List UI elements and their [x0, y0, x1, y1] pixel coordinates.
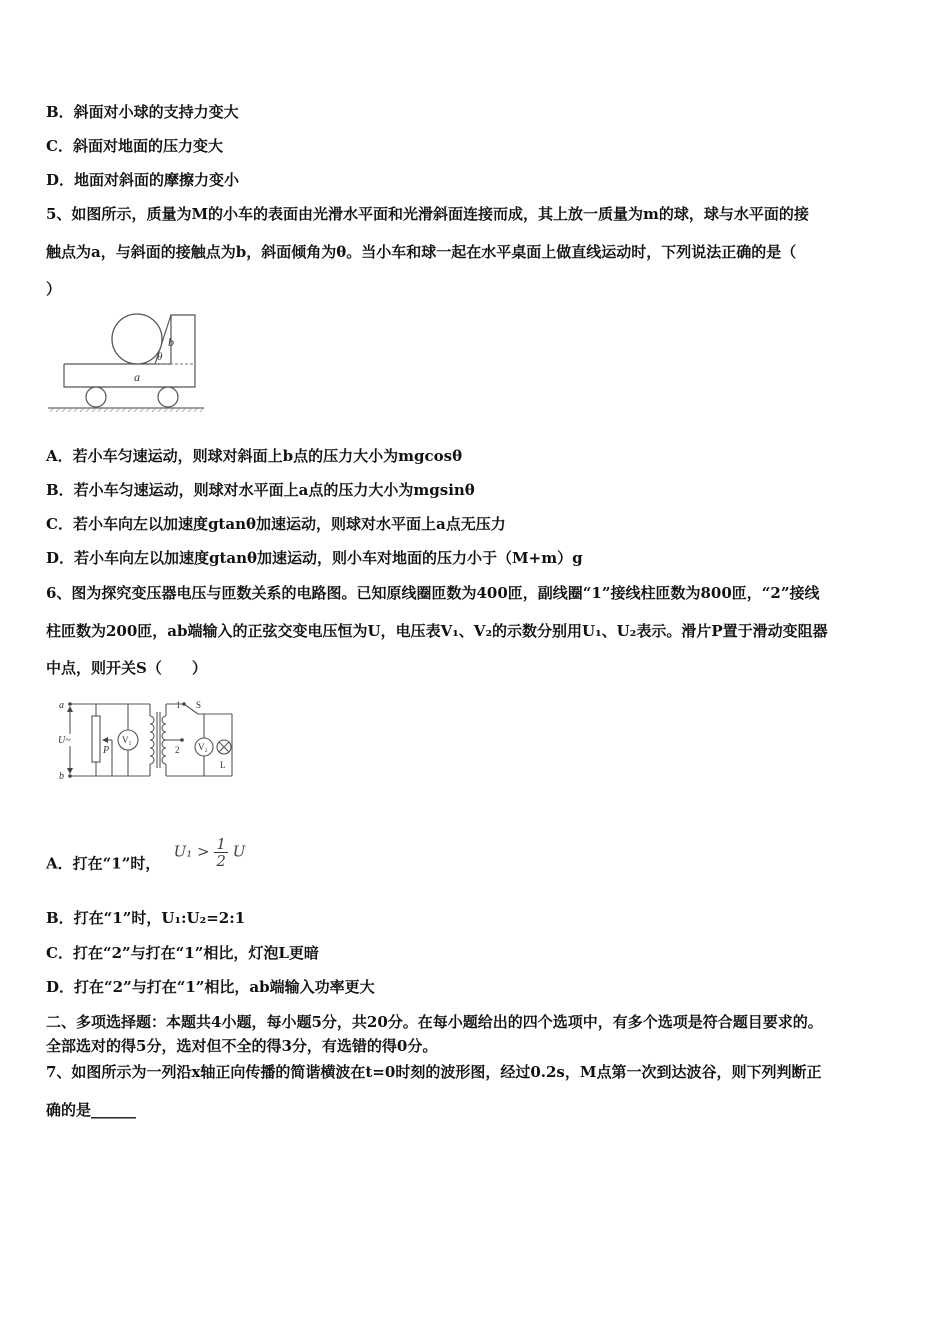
q6-option-a	[46, 835, 246, 881]
section-2-line2: 全部选对的得5分，选对但不全的得3分，有选错的得0分。	[46, 1037, 438, 1055]
q5-option-a: A．若小车匀速运动，则球对斜面上b点的压力大小为mgcosθ	[46, 447, 463, 465]
formula-lhs: U₁ >	[173, 842, 210, 861]
transformer-circuit-diagram	[56, 698, 246, 782]
terminal-b: b	[59, 771, 64, 782]
q5-option-c: C．若小车向左以加速度gtanθ加速运动，则球对水平面上a点无压力	[46, 515, 506, 533]
q5-stem-line2: 触点为a，与斜面的接触点为b，斜面倾角为θ。当小车和球一起在水平桌面上做直线运动时，下列说法正确的是（	[46, 243, 797, 261]
q4-option-d: D．地面对斜面的摩擦力变小	[46, 171, 240, 189]
q6-stem-line3: 中点，则开关S（ ）	[46, 659, 207, 677]
label-p: P	[103, 745, 110, 756]
q6-option-a-text: A．打在“1”时，	[46, 854, 161, 873]
q5-stem-line1: 5、如图所示，质量为M的小车的表面由光滑水平面和光滑斜面连接而成，其上放一质量为m的球，球与水平面的接	[46, 205, 809, 223]
formula-fraction	[214, 836, 228, 869]
q6-option-d: D．打在“2”与打在“1”相比，ab端输入功率更大	[46, 978, 375, 996]
formula-numerator: 1	[216, 835, 226, 853]
label-v2: V₂	[198, 742, 208, 752]
label-a: a	[134, 370, 140, 384]
q6-option-c: C．打在“2”与打在“1”相比，灯泡L更暗	[46, 944, 319, 962]
label-b: b	[168, 335, 174, 349]
q6-stem-line1: 6、图为探究变压器电压与匝数关系的电路图。已知原线圈匝数为400匝，副线圈“1”接线柱匝数为800匝，“2”接线	[46, 584, 820, 602]
q7-stem-line2: 确的是______	[46, 1101, 137, 1119]
label-2: 2	[175, 745, 180, 755]
q6-option-a-formula	[174, 836, 246, 869]
q6-option-b: B．打在“1”时，U₁:U₂=2:1	[46, 909, 246, 927]
secondary-coil	[162, 716, 166, 764]
q4-option-c: C．斜面对地面的压力变大	[46, 137, 223, 155]
label-l: L	[220, 760, 226, 770]
cart-wheel-right	[158, 387, 178, 407]
q5-stem-line3: ）	[46, 280, 62, 298]
terminal-a: a	[59, 700, 64, 711]
cart-ball-diagram	[44, 308, 214, 416]
label-u: U~	[58, 735, 71, 746]
section-2-line1: 二、多项选择题：本题共4小题，每小题5分，共20分。在每小题给出的四个选项中，有多个选项是符合题目要求的。	[46, 1013, 823, 1031]
ball	[112, 314, 162, 364]
rheostat	[92, 716, 100, 762]
q5-option-d: D．若小车向左以加速度gtanθ加速运动，则小车对地面的压力小于（M+m）g	[46, 549, 583, 567]
label-1: 1	[176, 700, 181, 710]
q4-option-b: B．斜面对小球的支持力变大	[46, 103, 239, 121]
formula-rhs: U	[232, 842, 246, 861]
label-v1: V₁	[122, 735, 132, 745]
formula-denominator: 2	[216, 852, 226, 870]
q7-stem-line1: 7、如图所示为一列沿x轴正向传播的简谐横波在t=0时刻的波形图，经过0.2s，M点第一次到达波谷，则下列判断正	[46, 1063, 822, 1081]
primary-coil	[150, 716, 154, 764]
cart-wheel-left	[86, 387, 106, 407]
label-theta: θ	[157, 351, 163, 363]
q5-option-b: B．若小车匀速运动，则球对水平面上a点的压力大小为mgsinθ	[46, 481, 475, 499]
q6-stem-line2: 柱匝数为200匝，ab端输入的正弦交变电压恒为U，电压表V₁、V₂的示数分别用U₁、U₂表示。滑片P置于滑动变阻器	[46, 622, 828, 640]
label-s: S	[196, 700, 202, 710]
